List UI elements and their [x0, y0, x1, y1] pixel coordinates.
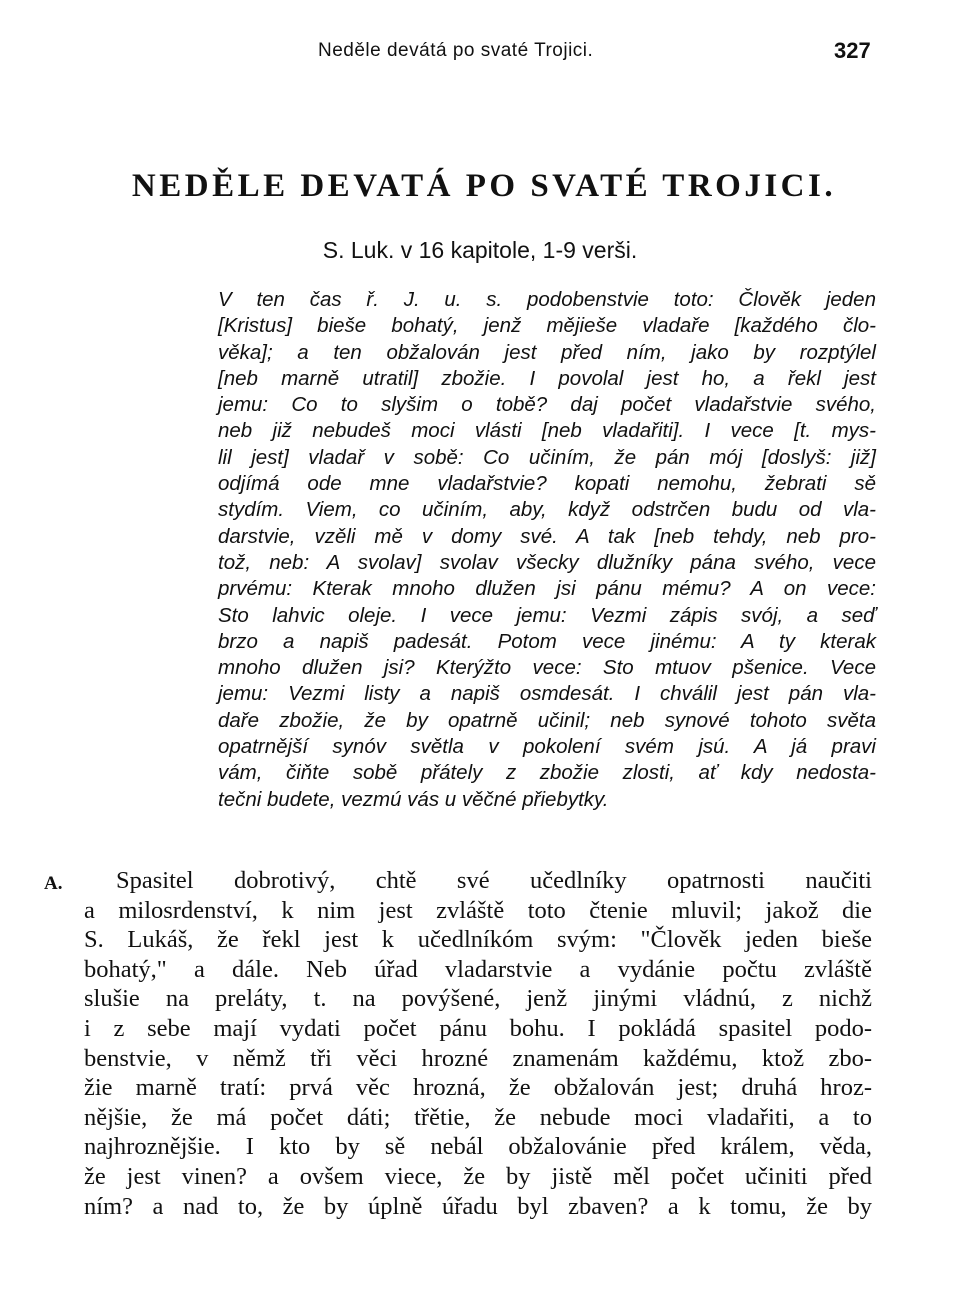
running-title: Neděle devátá po svaté Trojici. [318, 40, 594, 61]
running-header [0, 40, 960, 70]
chapter-subtitle: S. Luk. v 16 kapitole, 1-9 verši. [322, 237, 638, 263]
chapter-title: NEDĚLE DEVATÁ PO SVATÉ TROJICI. [131, 168, 837, 204]
commentary-line: ním? a nad to, že by úplně úřadu byl zbaven? a k tomu, že by [84, 1192, 872, 1220]
gospel-line: vám, čiňte sobě přátely z zbožie zlosti, ať kdy nedosta- [218, 761, 876, 785]
commentary-line: žie marně tratí: prvá věc hrozná, že obžalován jest; druhá hroz- [84, 1074, 872, 1102]
commentary-line: nějšie, že má počet dáti; třětie, že nebude moci vladařiti, a to [84, 1103, 872, 1131]
gospel-line: tečni budete, vezmú vás u věčné přiebytky. [218, 787, 609, 811]
gospel-line: neb již nebudeš moci vlásti [neb vladařiti]. I vece [t. mys- [218, 419, 876, 443]
gospel-line: mnoho dlužen jsi? Kterýžto vece: Sto mtuov pšenice. Vece [218, 656, 876, 680]
gospel-line: opatrnější synóv světla v pokolení svém jsú. A já pravi [218, 735, 876, 759]
commentary-line: že jest vinen? a ovšem viece, že by jistě měl počet učiniti před [84, 1162, 872, 1190]
commentary-line: benstvie, v němž tři věci hrozné znamenám každému, ktož zbo- [84, 1044, 872, 1072]
gospel-line: odjímá ode mne vladařstvie? kopati nemohu, žebrati sě [218, 472, 876, 496]
gospel-reading [218, 287, 876, 813]
commentary-paragraph [84, 866, 872, 1221]
gospel-line: [neb marně utratil] zbožie. I povolal jest ho, a řekl jest [218, 366, 876, 390]
commentary-line: slušie na preláty, t. na povýšené, jenž jinými vládnú, z nichž [84, 985, 872, 1013]
gospel-line: lil jest] vladař v sobě: Co učiním, že pán mój [doslyš: již] [218, 445, 876, 469]
gospel-line: Sto lahvic oleje. I vece jemu: Vezmi zápis svój, a seď [218, 603, 876, 627]
commentary-line: najhroznějšie. I kto by sě nebál obžalovánie před králem, věda, [84, 1133, 872, 1161]
commentary-line: bohatý," a dále. Neb úřad vladarstvie a vydánie počtu zvláště [84, 955, 872, 983]
commentary-line: Spasitel dobrotivý, chtě své učedlníky opatrnosti naučiti [116, 867, 872, 894]
gospel-line: darstvie, vzěli mě v domy své. A tak [neb tehdy, neb pro- [218, 524, 876, 548]
commentary-line: S. Lukáš, že řekl jest k učedlníkóm svým: "Člověk jeden bieše [84, 926, 872, 954]
commentary-line: a milosrdenství, k nim jest zvláště toto čtenie mluvil; jakož die [84, 896, 872, 924]
gospel-line: brzo a napiš padesát. Potom vece jinému: A ty kterak [218, 629, 876, 653]
gospel-line: daře zbožie, že by opatrně učinil; neb synové tohoto světa [218, 708, 876, 732]
commentary-line: i z sebe mají vydati počet pánu bohu. I pokládá spasitel podo- [84, 1014, 872, 1042]
page-number: 327 [834, 38, 871, 63]
section-marker: A. [44, 873, 63, 894]
gospel-line: stydím. Viem, co učiním, aby, když odstrčen budu od vla- [218, 498, 876, 522]
gospel-line: prvému: Kterak mnoho dlužen jsi pánu mému? A on vece: [218, 577, 876, 601]
gospel-line: jemu: Vezmi listy a napiš osmdesát. I chválil jest pán vla- [218, 682, 876, 706]
gospel-line: jemu: Co to slyšim o tobě? daj počet vladařstvie svého, [218, 393, 876, 417]
gospel-line: V ten čas ř. J. u. s. podobenstvie toto: Člověk jeden [218, 288, 876, 311]
gospel-line: věka]; a ten obžalován jest před ním, jako by rozptýlel [218, 340, 876, 364]
gospel-line: [Kristus] bieše bohatý, jenž mějieše vladaře [každého člo- [218, 314, 876, 338]
gospel-line: tož, neb: A svolav] svolav všecky dlužníky pána svého, vece [218, 550, 876, 574]
